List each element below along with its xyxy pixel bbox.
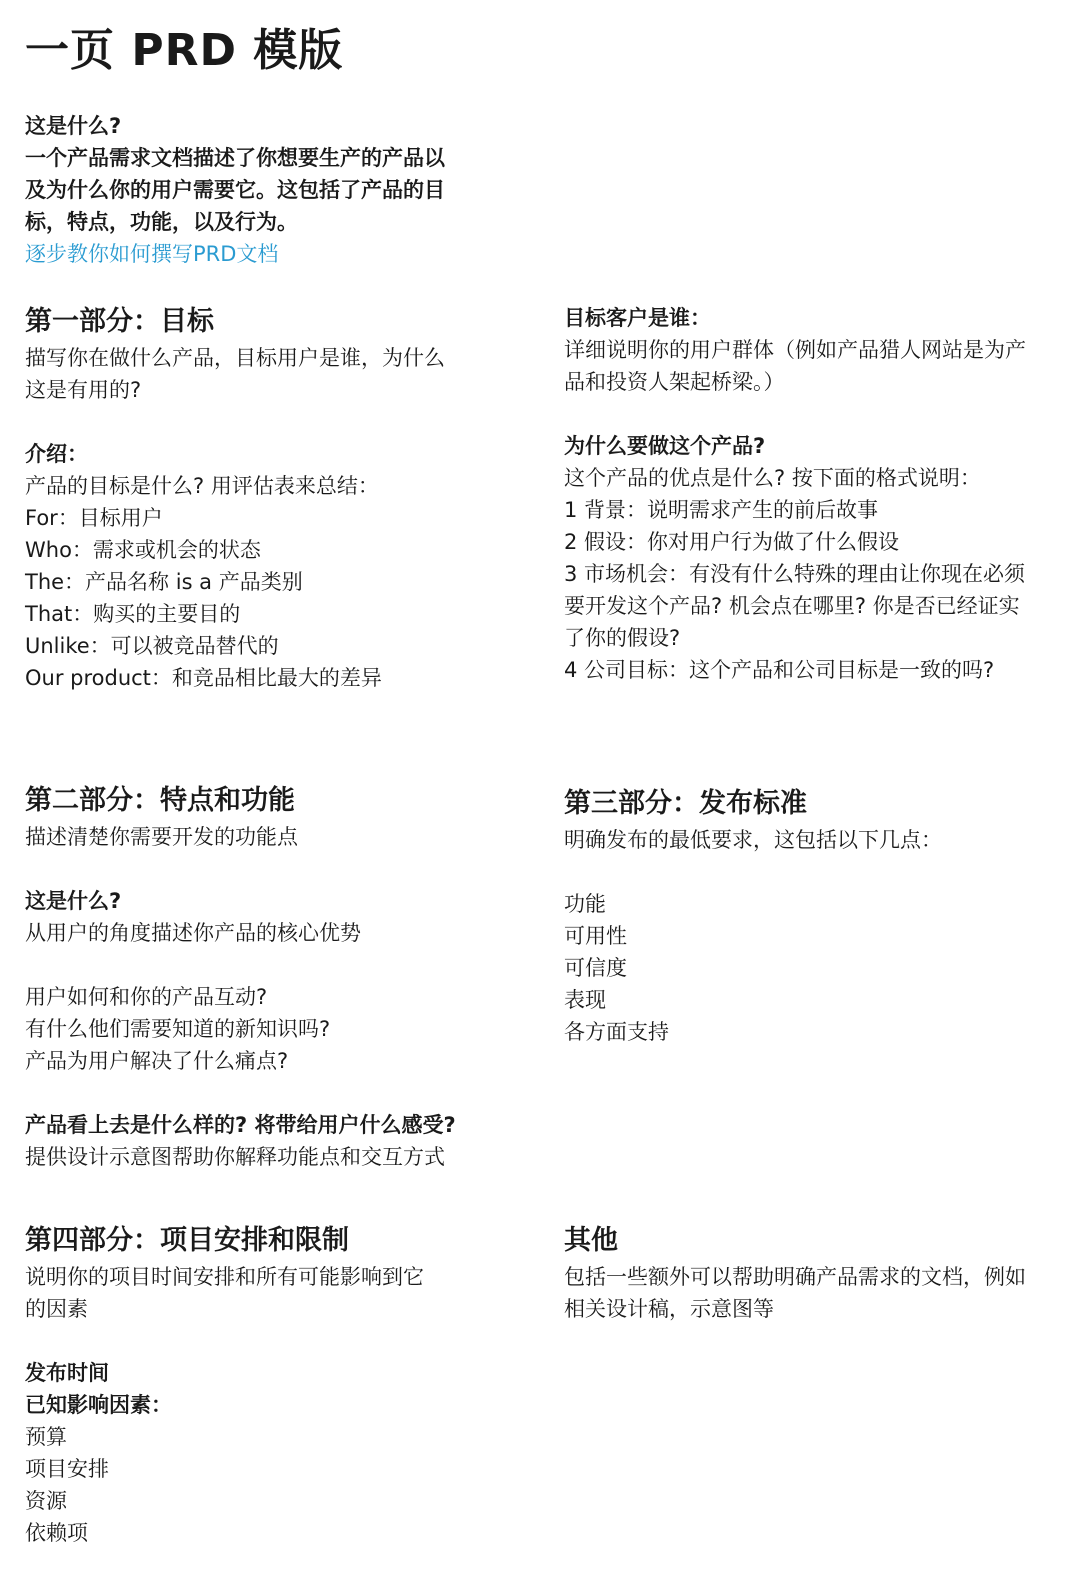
section-release-title: 第三部分：发布标准	[564, 788, 807, 819]
release-item: 功能	[564, 892, 606, 916]
what-title: 这是什么?	[25, 889, 122, 913]
spacer	[25, 949, 525, 981]
why-point: 1 背景：说明需求产生的前后故事	[564, 498, 879, 522]
prd-guide-link[interactable]: 逐步教你如何撰写PRD文档	[25, 242, 279, 266]
section-other	[564, 1221, 1034, 1325]
goal-line: For：目标用户	[25, 506, 163, 530]
feature-question: 产品为用户解决了什么痛点?	[25, 1049, 289, 1073]
factor-item: 预算	[25, 1425, 67, 1449]
section-features-desc: 描述清楚你需要开发的功能点	[25, 825, 298, 849]
factor-item: 资源	[25, 1489, 67, 1513]
spacer	[25, 853, 525, 885]
section-goals-title: 第一部分：目标	[25, 306, 214, 337]
section-other-desc: 包括一些额外可以帮助明确产品需求的文档，例如相关设计稿，示意图等	[564, 1265, 1026, 1321]
goal-line: 产品的目标是什么? 用评估表来总结：	[25, 474, 379, 498]
section-features	[25, 781, 525, 1173]
customer-desc: 详细说明你的用户群体（例如产品猎人网站是为产品和投资人架起桥梁。）	[564, 338, 1026, 394]
section-release-desc: 明确发布的最低要求，这包括以下几点：	[564, 828, 942, 852]
section-schedule-title: 第四部分：项目安排和限制	[25, 1225, 349, 1256]
section-other-title: 其他	[564, 1225, 618, 1256]
what-desc: 从用户的角度描述你产品的核心优势	[25, 921, 361, 945]
section-schedule-desc: 说明你的项目时间安排和所有可能影响到它的因素	[25, 1265, 424, 1321]
section-release	[564, 784, 1034, 1048]
release-item: 可用性	[564, 924, 627, 948]
factor-item: 依赖项	[25, 1521, 88, 1545]
look-title: 产品看上去是什么样的? 将带给用户什么感受?	[25, 1113, 456, 1137]
feature-question: 有什么他们需要知道的新知识吗?	[25, 1017, 331, 1041]
why-intro: 这个产品的优点是什么? 按下面的格式说明：	[564, 466, 981, 490]
goal-line: Unlike：可以被竞品替代的	[25, 634, 279, 658]
factors-title: 已知影响因素：	[25, 1393, 172, 1417]
spacer	[564, 398, 1034, 430]
section-goals-desc: 描写你在做什么产品，目标用户是谁，为什么这是有用的?	[25, 346, 445, 402]
release-item: 可信度	[564, 956, 627, 980]
section-customers	[564, 302, 1034, 686]
feature-question: 用户如何和你的产品互动?	[25, 985, 268, 1009]
spacer	[25, 1077, 525, 1109]
section-schedule	[25, 1221, 435, 1549]
intro-question: 这是什么?	[25, 114, 122, 138]
factor-item: 项目安排	[25, 1457, 109, 1481]
intro-description: 一个产品需求文档描述了你想要生产的产品以及为什么你的用户需要它。这包括了产品的目标，特点，功能，以及行为。	[25, 146, 445, 234]
page-title: 一页 PRD 模版	[25, 25, 344, 76]
why-point: 2 假设：你对用户行为做了什么假设	[564, 530, 900, 554]
spacer	[25, 1325, 435, 1357]
goal-line: Our product：和竞品相比最大的差异	[25, 666, 382, 690]
goal-line: The：产品名称 is a 产品类别	[25, 570, 303, 594]
section-features-title: 第二部分：特点和功能	[25, 785, 295, 816]
intro-subtitle: 介绍：	[25, 442, 88, 466]
goal-line: Who：需求或机会的状态	[25, 538, 261, 562]
why-point: 4 公司目标：这个产品和公司目标是一致的吗?	[564, 658, 995, 682]
why-title: 为什么要做这个产品?	[564, 434, 766, 458]
release-item: 各方面支持	[564, 1020, 669, 1044]
why-point: 3 市场机会：有没有什么特殊的理由让你现在必须要开发这个产品? 机会点在哪里? 你是否已经证实了你的假设?	[564, 562, 1026, 650]
intro-block	[25, 110, 465, 270]
customer-title: 目标客户是谁：	[564, 306, 711, 330]
spacer	[564, 856, 1034, 888]
release-item: 表现	[564, 988, 606, 1012]
goal-line: That：购买的主要目的	[25, 602, 241, 626]
section-goals	[25, 302, 465, 694]
release-time-title: 发布时间	[25, 1361, 109, 1385]
look-desc: 提供设计示意图帮助你解释功能点和交互方式	[25, 1145, 445, 1169]
spacer	[25, 406, 465, 438]
